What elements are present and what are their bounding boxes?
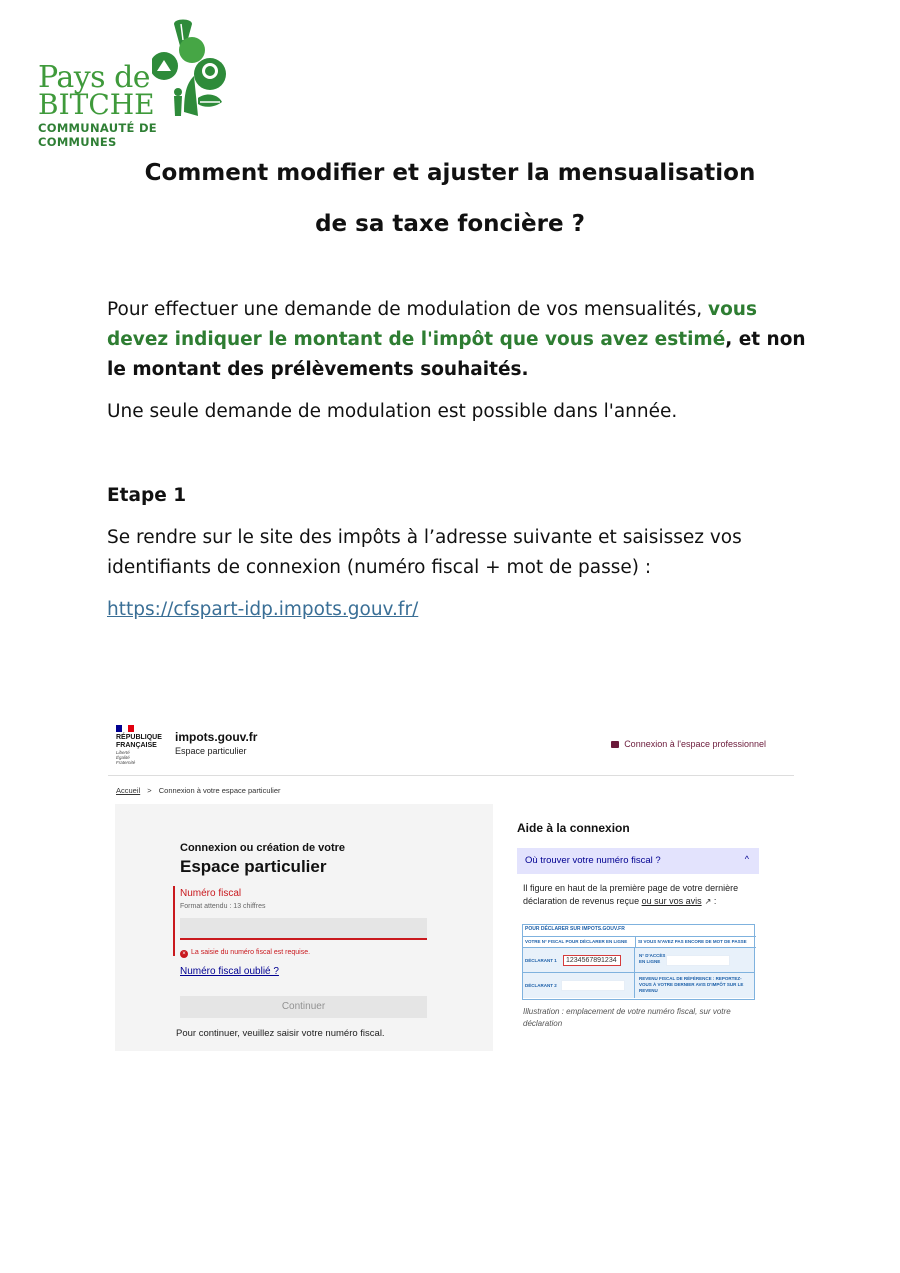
logo-text-communaute: COMMUNAUTÉ DE COMMUNES <box>38 121 157 149</box>
error-indicator-bar <box>173 886 175 956</box>
page-title-line1: Comment modifier et ajuster la mensualisation <box>144 160 756 186</box>
access-number-box <box>666 955 730 966</box>
site-brand-sub: Espace particulier <box>175 746 247 756</box>
fiscal-number-hint: Format attendu : 13 chiffres <box>180 903 266 910</box>
intro-text: Pour effectuer une demande de modulation de vos mensualités, <box>107 299 709 320</box>
help-text-part1: Il figure en haut de la première page de votre dernière déclaration de revenus reçue <box>523 883 739 906</box>
rf-motto2: Égalité <box>116 755 130 760</box>
impots-login-screenshot <box>108 716 796 1056</box>
table-divider-horizontal <box>523 972 754 973</box>
header-divider <box>108 775 794 776</box>
continue-note: Pour continuer, veuillez saisir votre numéro fiscal. <box>176 1028 385 1039</box>
pro-space-link[interactable] <box>611 739 766 749</box>
declarant2-box <box>561 980 625 991</box>
continue-button[interactable]: Continuer <box>180 996 427 1018</box>
fiscal-number-error <box>180 949 310 958</box>
declarant2-label: DÉCLARANT 2 <box>525 983 557 988</box>
table-header-right: SI VOUS N'AVEZ PAS ENCORE DE MOT DE PASSE <box>635 936 756 948</box>
revenu-reference-label: REVENU FISCAL DE RÉFÉRENCE : REPORTEZ-VOUS À VOTRE DERNIER AVIS D'IMPÔT SUR LE REVENU <box>639 976 744 993</box>
access-number-label <box>639 953 665 965</box>
fiscal-number-label: Numéro fiscal <box>180 888 242 899</box>
intro-paragraph <box>107 295 807 385</box>
logo-tree-icon <box>152 16 234 122</box>
intro-note: Une seule demande de modulation est possible dans l'année. <box>107 401 678 422</box>
pays-de-bitche-logo <box>34 16 234 149</box>
step1-heading: Etape 1 <box>107 485 187 506</box>
help-accordion[interactable] <box>517 848 759 874</box>
login-heading-large: Espace particulier <box>180 857 327 876</box>
rf-line2: FRANÇAISE <box>116 741 157 749</box>
rf-line1: RÉPUBLIQUE <box>116 734 162 741</box>
breadcrumb <box>116 786 281 795</box>
chevron-up-icon: ^ <box>744 854 749 864</box>
help-avis-link[interactable]: ou sur vos avis <box>641 896 702 906</box>
step1-text: Se rendre sur le site des impôts à l’adresse suivante et saisissez vos identifiants de connexion (numéro fiscal + mot de passe) : <box>107 527 742 578</box>
breadcrumb-current: Connexion à votre espace particulier <box>158 786 281 795</box>
republique-francaise-label <box>116 734 162 749</box>
help-accordion-label: Où trouver votre numéro fiscal ? <box>525 855 661 866</box>
login-panel <box>115 804 493 1051</box>
access-line2: EN LIGNE <box>639 959 661 964</box>
login-heading-small: Connexion ou création de votre <box>180 842 346 854</box>
illustration-caption: Illustration : emplacement de votre numéro fiscal, sur votre déclaration <box>523 1007 731 1028</box>
declarant1-value: 1234567891234 <box>563 955 621 966</box>
table-title: POUR DÉCLARER SUR IMPOTS.GOUV.FR <box>525 926 625 932</box>
logo-text-pays-de: Pays de <box>38 60 151 95</box>
breadcrumb-home[interactable]: Accueil <box>116 786 141 795</box>
help-text <box>523 882 773 908</box>
external-link-icon: ↗ <box>704 897 712 906</box>
declarant1-label: DÉCLARANT 1 <box>525 958 557 963</box>
forgot-fiscal-number-link[interactable]: Numéro fiscal oublié ? <box>180 966 279 977</box>
pro-space-link-label: Connexion à l'espace professionnel <box>624 739 766 749</box>
rf-motto3: Fraternité <box>116 760 136 765</box>
access-line1: N° D'ACCÈS <box>639 953 666 958</box>
error-icon: × <box>180 950 188 958</box>
intro-highlight: vous devez indiquer le montant de l'impôt que vous avez estimé <box>107 299 757 350</box>
step1-link-wrap <box>107 595 807 625</box>
fiscal-number-error-text: La saisie du numéro fiscal est requise. <box>191 949 311 956</box>
rf-motto <box>116 750 135 765</box>
declaration-illustration <box>522 924 755 1000</box>
intro-bold: , et non le montant des prélèvements souhaités. <box>107 329 806 380</box>
briefcase-icon <box>611 741 619 748</box>
page-title-line2: de sa taxe foncière ? <box>315 211 585 237</box>
fiscal-number-input[interactable] <box>180 918 427 940</box>
logo-text-bitche: BITCHE <box>38 88 155 121</box>
help-title: Aide à la connexion <box>517 821 630 835</box>
breadcrumb-separator: > <box>147 786 152 795</box>
help-text-part2: : <box>711 896 717 906</box>
table-header-left: VOTRE N° FISCAL POUR DÉCLARER EN LIGNE <box>523 936 635 948</box>
site-brand[interactable]: impots.gouv.fr <box>175 730 258 744</box>
impots-link[interactable]: https://cfspart-idp.impots.gouv.fr/ <box>107 599 419 620</box>
rf-motto1: Liberté <box>116 750 130 755</box>
french-flag-icon <box>116 725 134 732</box>
